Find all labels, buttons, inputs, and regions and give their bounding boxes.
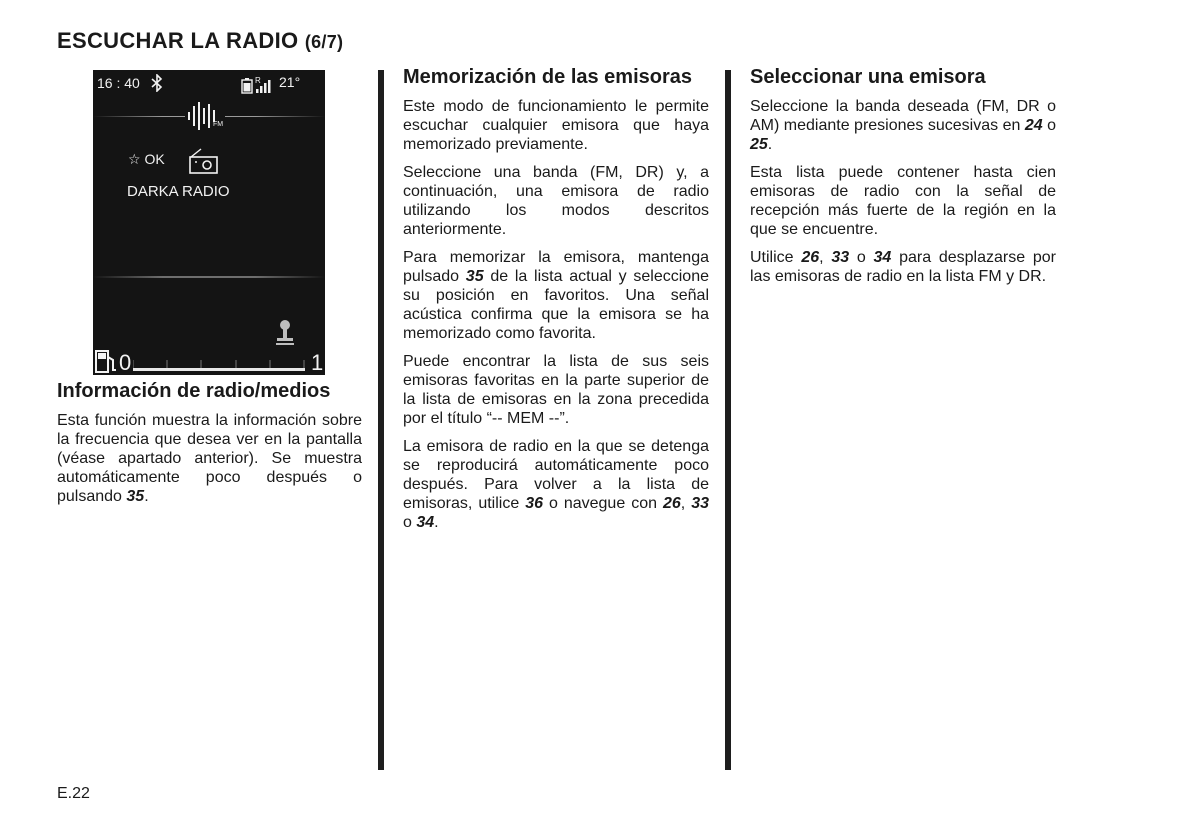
signal-bars-icon: [255, 76, 275, 99]
star-icon: ☆: [128, 151, 141, 167]
favorite-status: [128, 151, 165, 168]
control-ref: 33: [691, 495, 709, 512]
page-number: E.22: [57, 785, 90, 802]
control-ref: 26: [801, 249, 820, 266]
column-select-station: [750, 66, 1056, 295]
control-ref: 36: [525, 495, 543, 512]
display-mid-divider: [93, 276, 325, 278]
paragraph: Utilice 26, 33 o 34 para desplazarse por las emisoras de radio en la lista FM y DR.: [750, 249, 1057, 285]
paragraph: Para memorizar la emisora, mantenga pulsado 35 de la lista actual y seleccione su posición en favoritos. Una señal acústica confirma que la emisora se ha memorizado como favorita.: [403, 249, 710, 342]
fuel-gauge-bar: [133, 368, 305, 371]
paragraph: Puede encontrar la lista de sus seis emisoras favoritas en la parte superior de la lista de emisoras en la zona precedida por el título “-- MEM --”.: [403, 353, 709, 427]
paragraph: Seleccione una banda (FM, DR) y, a continuación, una emisora de radio utilizando los modos descritos anteriormente.: [403, 164, 709, 238]
paragraph: Seleccione la banda deseada (FM, DR o AM) mediante presiones sucesivas en 24 o 25.: [750, 98, 1057, 153]
column-memorize: [403, 66, 709, 541]
page-title-text: ESCUCHAR LA RADIO: [57, 28, 299, 53]
control-ref: 34: [873, 249, 892, 266]
section-heading-select-station: Seleccionar una emisora: [750, 66, 986, 88]
bluetooth-icon: [151, 74, 163, 97]
control-ref: 25: [750, 136, 768, 153]
display-temperature: 21°: [279, 74, 301, 90]
fuel-gauge-min: 0: [119, 350, 132, 375]
gear-shift-icon: [275, 320, 295, 353]
paragraph: Esta función muestra la información sobre la frecuencia que desea ver en la pantalla (véase apartado anterior). Se muestra automáticamente poco después o pulsando 35.: [57, 412, 362, 505]
control-ref: 24: [1024, 117, 1043, 134]
radio-display-illustration: [93, 70, 325, 375]
control-ref: 26: [662, 495, 681, 512]
radio-icon: [187, 148, 219, 179]
fuel-pump-icon: [95, 348, 117, 375]
column-radio-info: [57, 380, 362, 515]
paragraph: Esta lista puede contener hasta cien emisoras de radio con la señal de recepción más fuerte de la región en la que se encuentre.: [750, 164, 1056, 238]
page-title: [57, 28, 343, 54]
section-heading-radio-info: Información de radio/medios: [57, 380, 331, 402]
control-ref: 34: [416, 514, 435, 531]
control-ref: 33: [831, 249, 850, 266]
favorite-label: OK: [144, 151, 165, 167]
roaming-mark: R: [255, 76, 261, 85]
phone-battery-icon: [241, 78, 253, 99]
control-ref: 35: [465, 268, 484, 285]
station-name: DARKA RADIO: [127, 183, 230, 200]
paragraph: La emisora de radio en la que se detenga se reproducirá automáticamente poco después. Para volver a la lista de emisoras, utilice 36 o navegue con 26, 33 o 34.: [403, 438, 709, 531]
page-title-part: (6/7): [304, 32, 344, 52]
fuel-gauge-max: 1: [311, 350, 324, 375]
column-divider: [378, 70, 384, 770]
display-clock: 16 : 40: [97, 75, 140, 91]
column-divider: [725, 70, 731, 770]
control-ref: 35: [126, 488, 145, 505]
fm-band-icon: [185, 98, 225, 134]
fm-band-label: FM: [213, 121, 224, 128]
section-heading-memorize: Memorización de las emisoras: [403, 66, 693, 88]
paragraph: Este modo de funcionamiento le permite escuchar cualquier emisora que haya memorizado previamente.: [403, 98, 709, 153]
